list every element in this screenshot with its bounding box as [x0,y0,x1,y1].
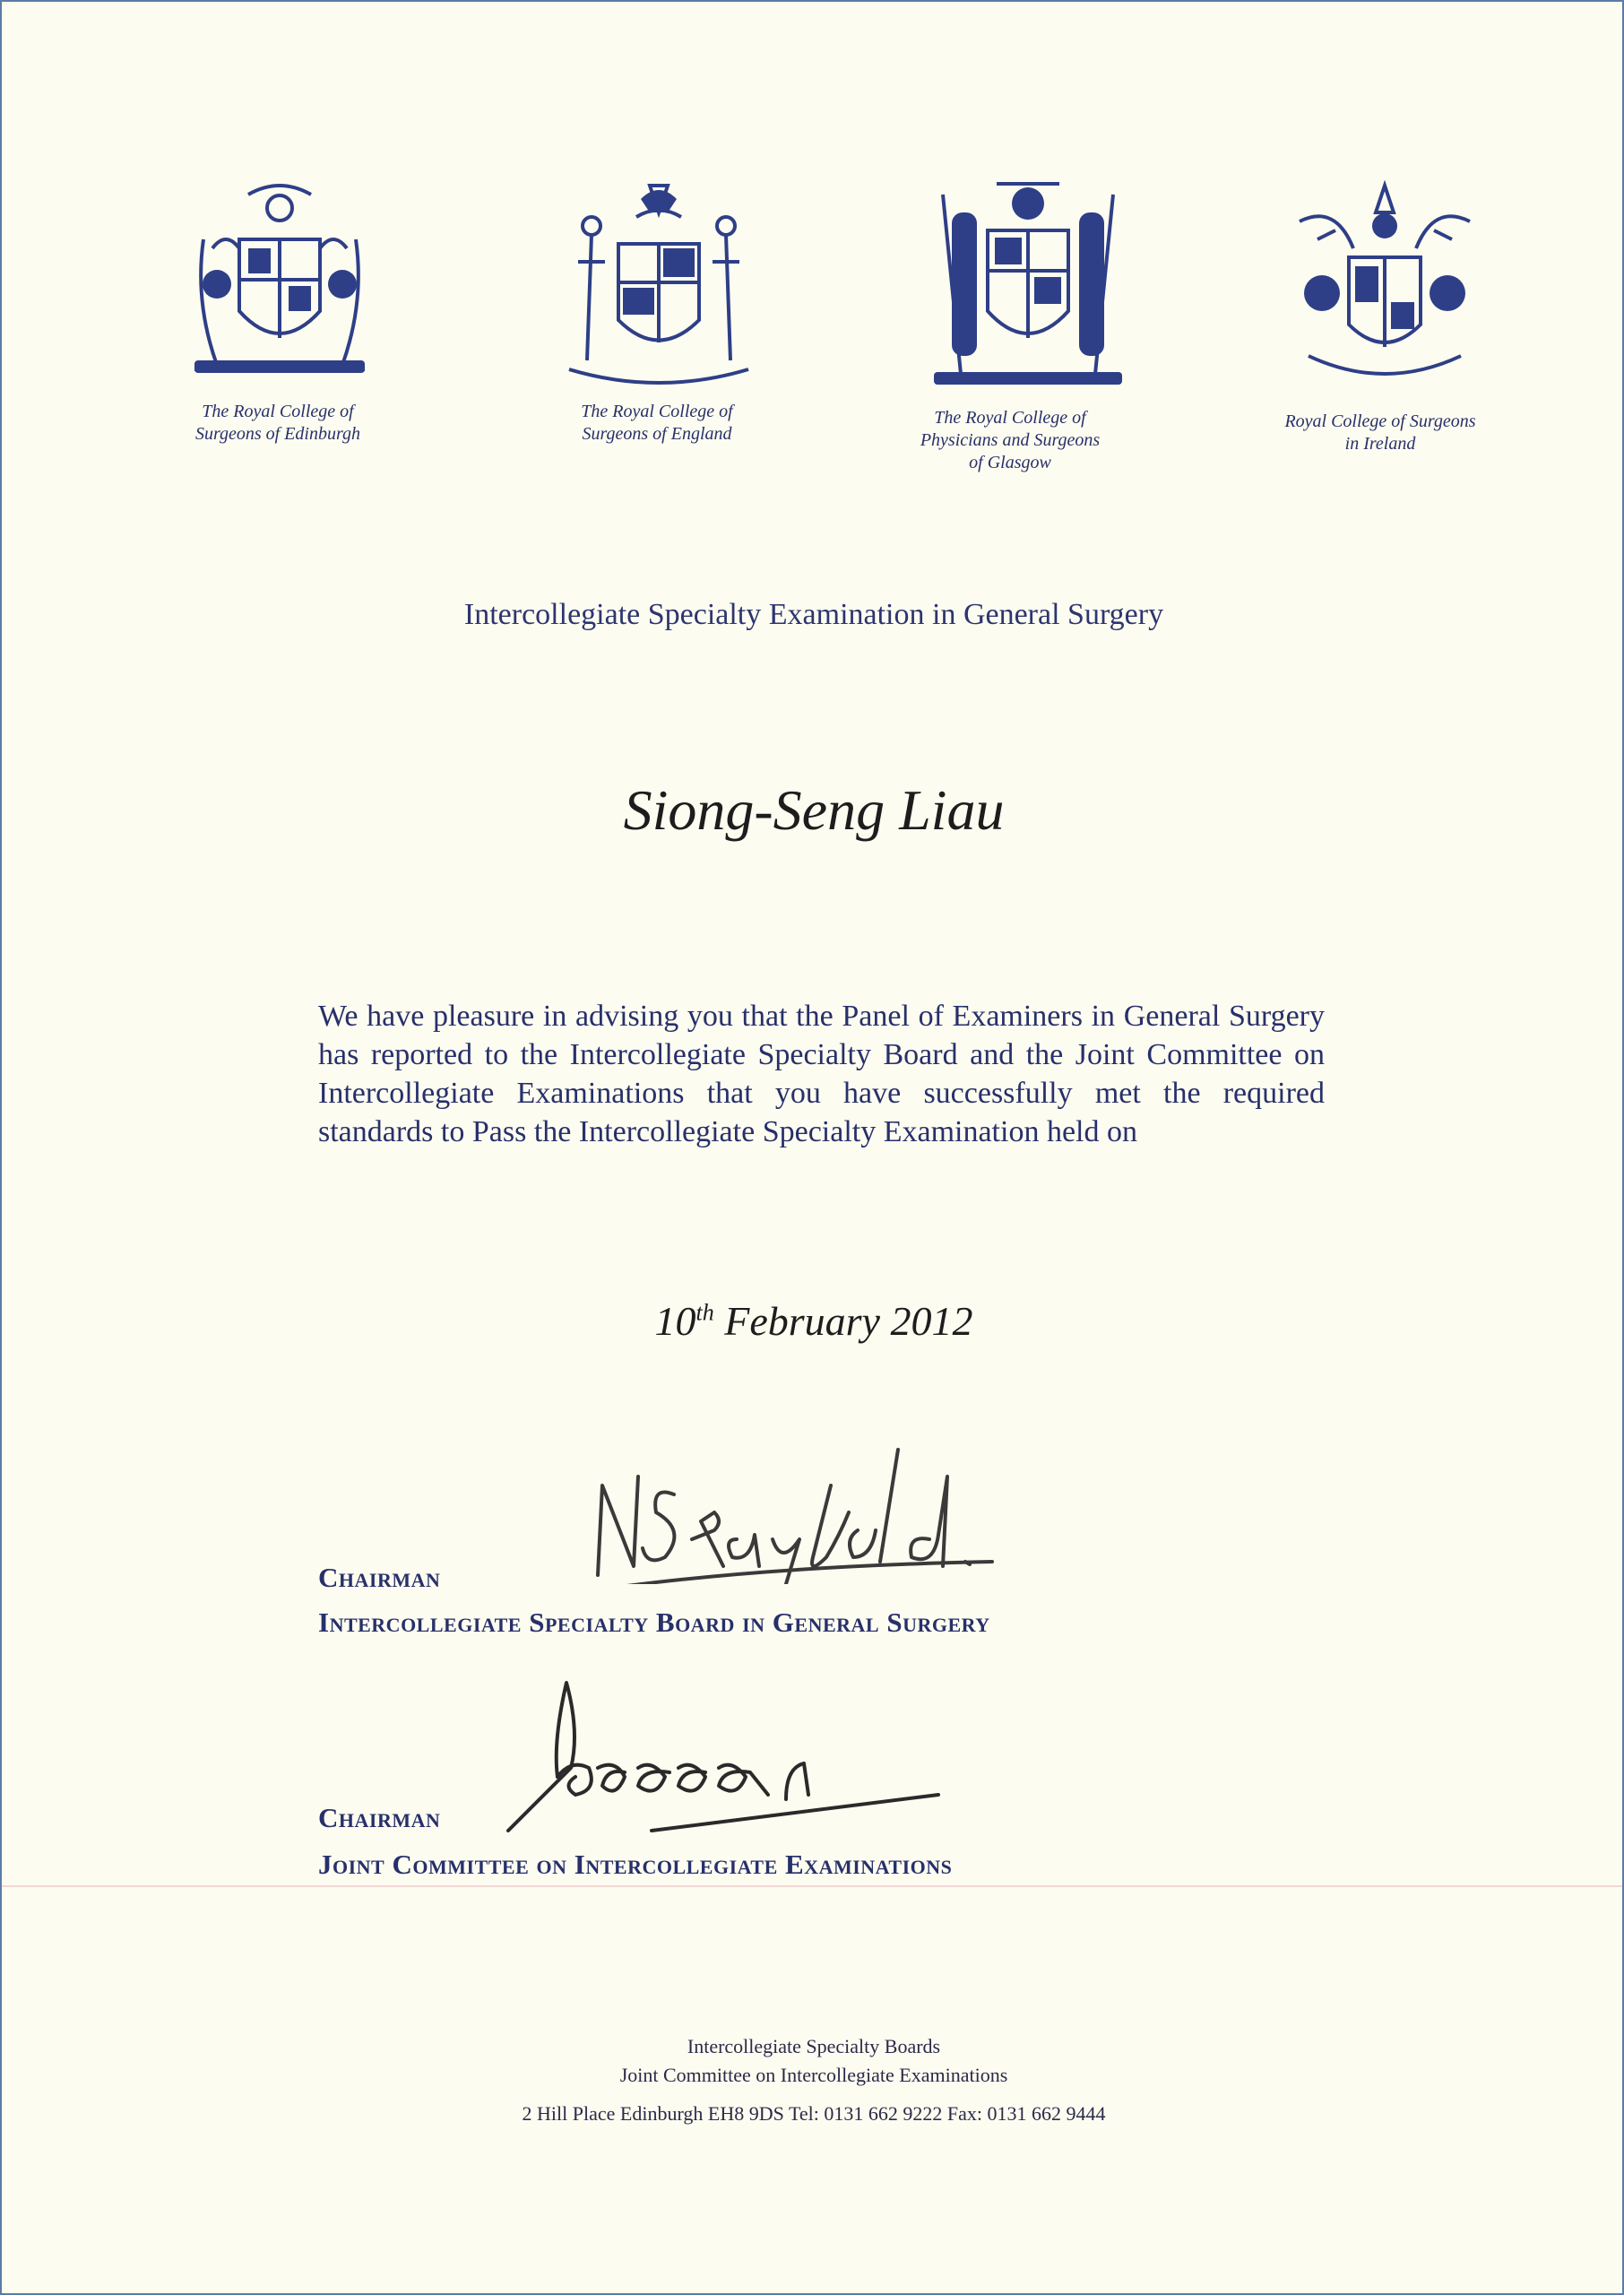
college-name-line: Surgeons of England [582,424,732,444]
college-name-line: The Royal College of [202,402,354,421]
college-name-line: The Royal College of [581,402,733,421]
college-name-line: The Royal College of [934,408,1086,428]
exam-date [2,1297,1624,1345]
chairman-label-2: Chairman [318,1802,441,1833]
college-name-glasgow [876,407,1145,474]
college-name-line: of Glasgow [969,453,1051,472]
college-name-line: Physicians and Surgeons [920,430,1101,450]
college-name-england [523,401,791,446]
signatory-organisation-2: Joint Committee on Intercollegiate Examinations [318,1849,953,1880]
footer-address: 2 Hill Place Edinburgh EH8 9DS Tel: 0131 662 9222 Fax: 0131 662 9444 [522,2102,1106,2125]
exam-title: Intercollegiate Specialty Examination in General Surgery [463,598,1164,631]
signatory-organisation-1: Intercollegiate Specialty Board in General Surgery [318,1606,990,1638]
england-crest-icon [556,177,762,392]
date-suffix: th [695,1299,714,1326]
college-name-line: Surgeons of Edinburgh [194,424,361,444]
date-day: 10 [654,1298,696,1344]
footer-line-1: Intercollegiate Specialty Boards [687,2035,941,2057]
college-name-ireland [1246,411,1515,455]
candidate-name: Siong-Seng Liau [623,778,1005,842]
college-name-edinburgh [143,401,412,446]
glasgow-crest-icon [925,177,1131,392]
signature-1 [589,1432,1010,1584]
college-name-line: in Ireland [1344,434,1416,454]
footer-line-2: Joint Committee on Intercollegiate Examinations [619,2064,1008,2086]
certificate-body: We have pleasure in advising you that the Panel of Examiners in General Surgery has reported to the Intercollegiate Specialty Board and the Joint Committee on Intercollegiate Examinations that you have successfully met the required standards to Pass the Intercollegiate Specialty Examination held on [318,1000,1325,1148]
edinburgh-crest-icon [177,177,383,392]
chairman-label-1: Chairman [318,1562,441,1593]
college-name-line: Royal College of Surgeons [1284,411,1476,431]
ireland-crest-icon [1282,177,1488,392]
date-rest: February 2012 [713,1298,973,1344]
signature-2 [490,1678,956,1840]
divider-line [2,1885,1622,1887]
